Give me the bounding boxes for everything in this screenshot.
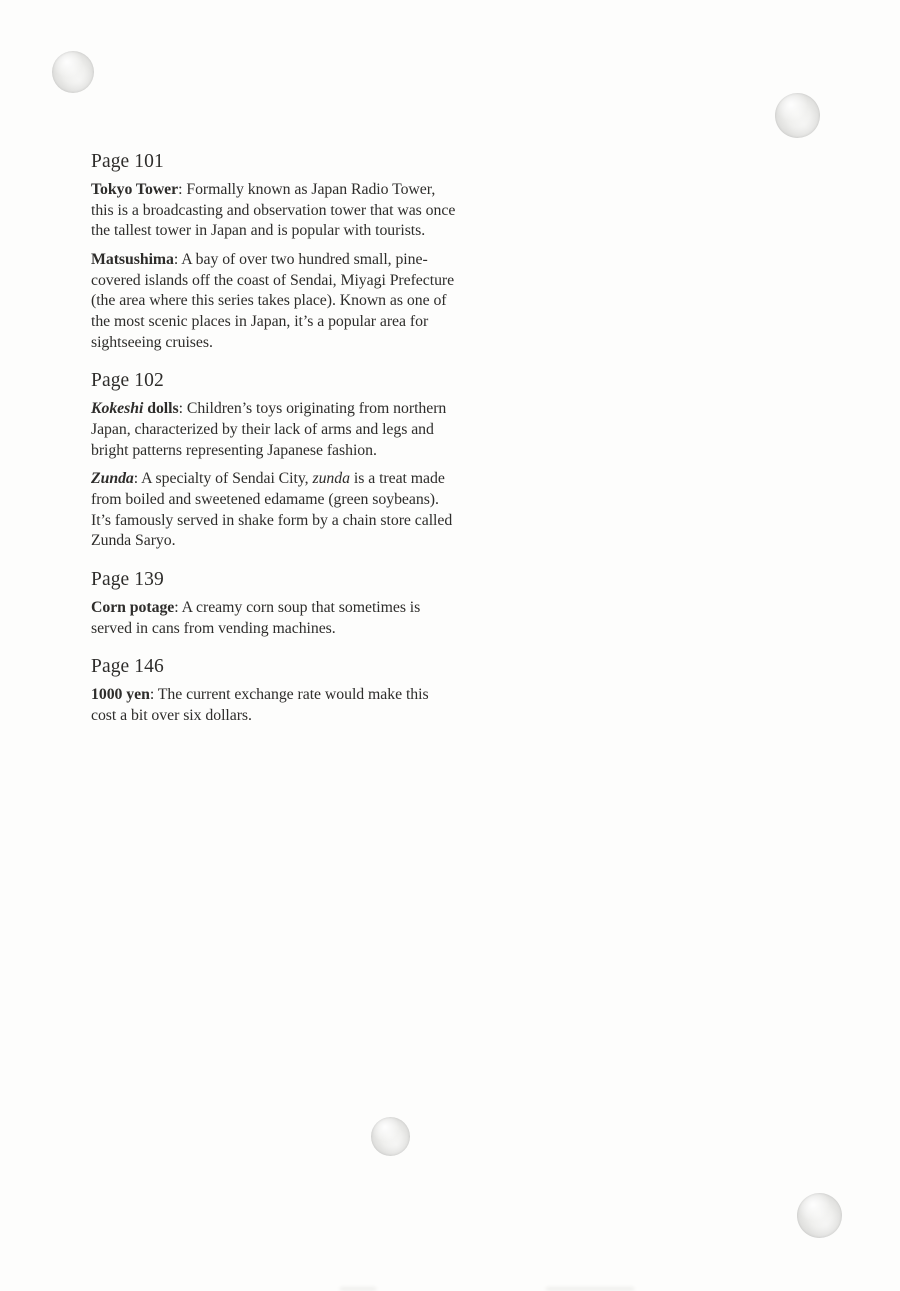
note-paragraph — [91, 598, 457, 639]
page-heading: Page 101 — [91, 151, 164, 172]
bubble-decoration-icon — [52, 51, 94, 93]
note-paragraph — [91, 180, 457, 242]
note-paragraph — [91, 399, 457, 461]
page-edge-print-artifact — [546, 1287, 634, 1291]
note-term: dolls — [143, 400, 179, 418]
note-text: : A creamy corn soup that sometimes is served in cans from vending machines. — [91, 598, 421, 637]
note-paragraph — [91, 685, 457, 726]
note-term: Corn potage — [91, 598, 175, 616]
note-paragraph — [91, 469, 457, 552]
bubble-decoration-icon — [371, 1117, 410, 1156]
page-heading: Page 102 — [91, 370, 164, 392]
note-text: zunda — [312, 470, 350, 488]
note-term: 1000 yen — [91, 686, 150, 704]
note-term: Kokeshi — [91, 400, 144, 418]
note-text: : The current exchange rate would make this cost a bit over six dollars. — [91, 686, 429, 724]
note-term: Matsushima — [91, 250, 174, 268]
note-text: : Formally known as Japan Radio Tower, this is a broadcasting and observation tower that was once the tallest tower in Japan and is popular with tourists. — [91, 181, 456, 240]
page-heading: Page 139 — [91, 568, 164, 590]
note-text: is a treat made from boiled and sweetened edamame (green soybeans). It’s famously served in shake form by a chain store called Zunda Saryo. — [91, 470, 453, 550]
bubble-decoration-icon — [775, 93, 820, 138]
note-paragraph — [91, 250, 457, 353]
page-heading: Page 146 — [91, 656, 164, 678]
note-term: Tokyo Tower — [91, 181, 179, 198]
bubble-decoration-icon — [797, 1193, 842, 1238]
note-text: : Children’s toys originating from northern Japan, characterized by their lack of arms and legs and bright patterns representing Japanese fashion. — [91, 400, 447, 459]
page-edge-print-artifact — [340, 1287, 376, 1291]
translation-notes — [91, 150, 457, 734]
note-term: Zunda — [91, 470, 134, 488]
note-text: : A specialty of Sendai City, — [133, 470, 313, 488]
note-text: : A bay of over two hundred small, pine-covered islands off the coast of Sendai, Miyagi Prefecture (the area where this series takes place). Known as one of the most scenic places in Japan, it’s a popular area for sightseeing cruises. — [91, 250, 455, 351]
